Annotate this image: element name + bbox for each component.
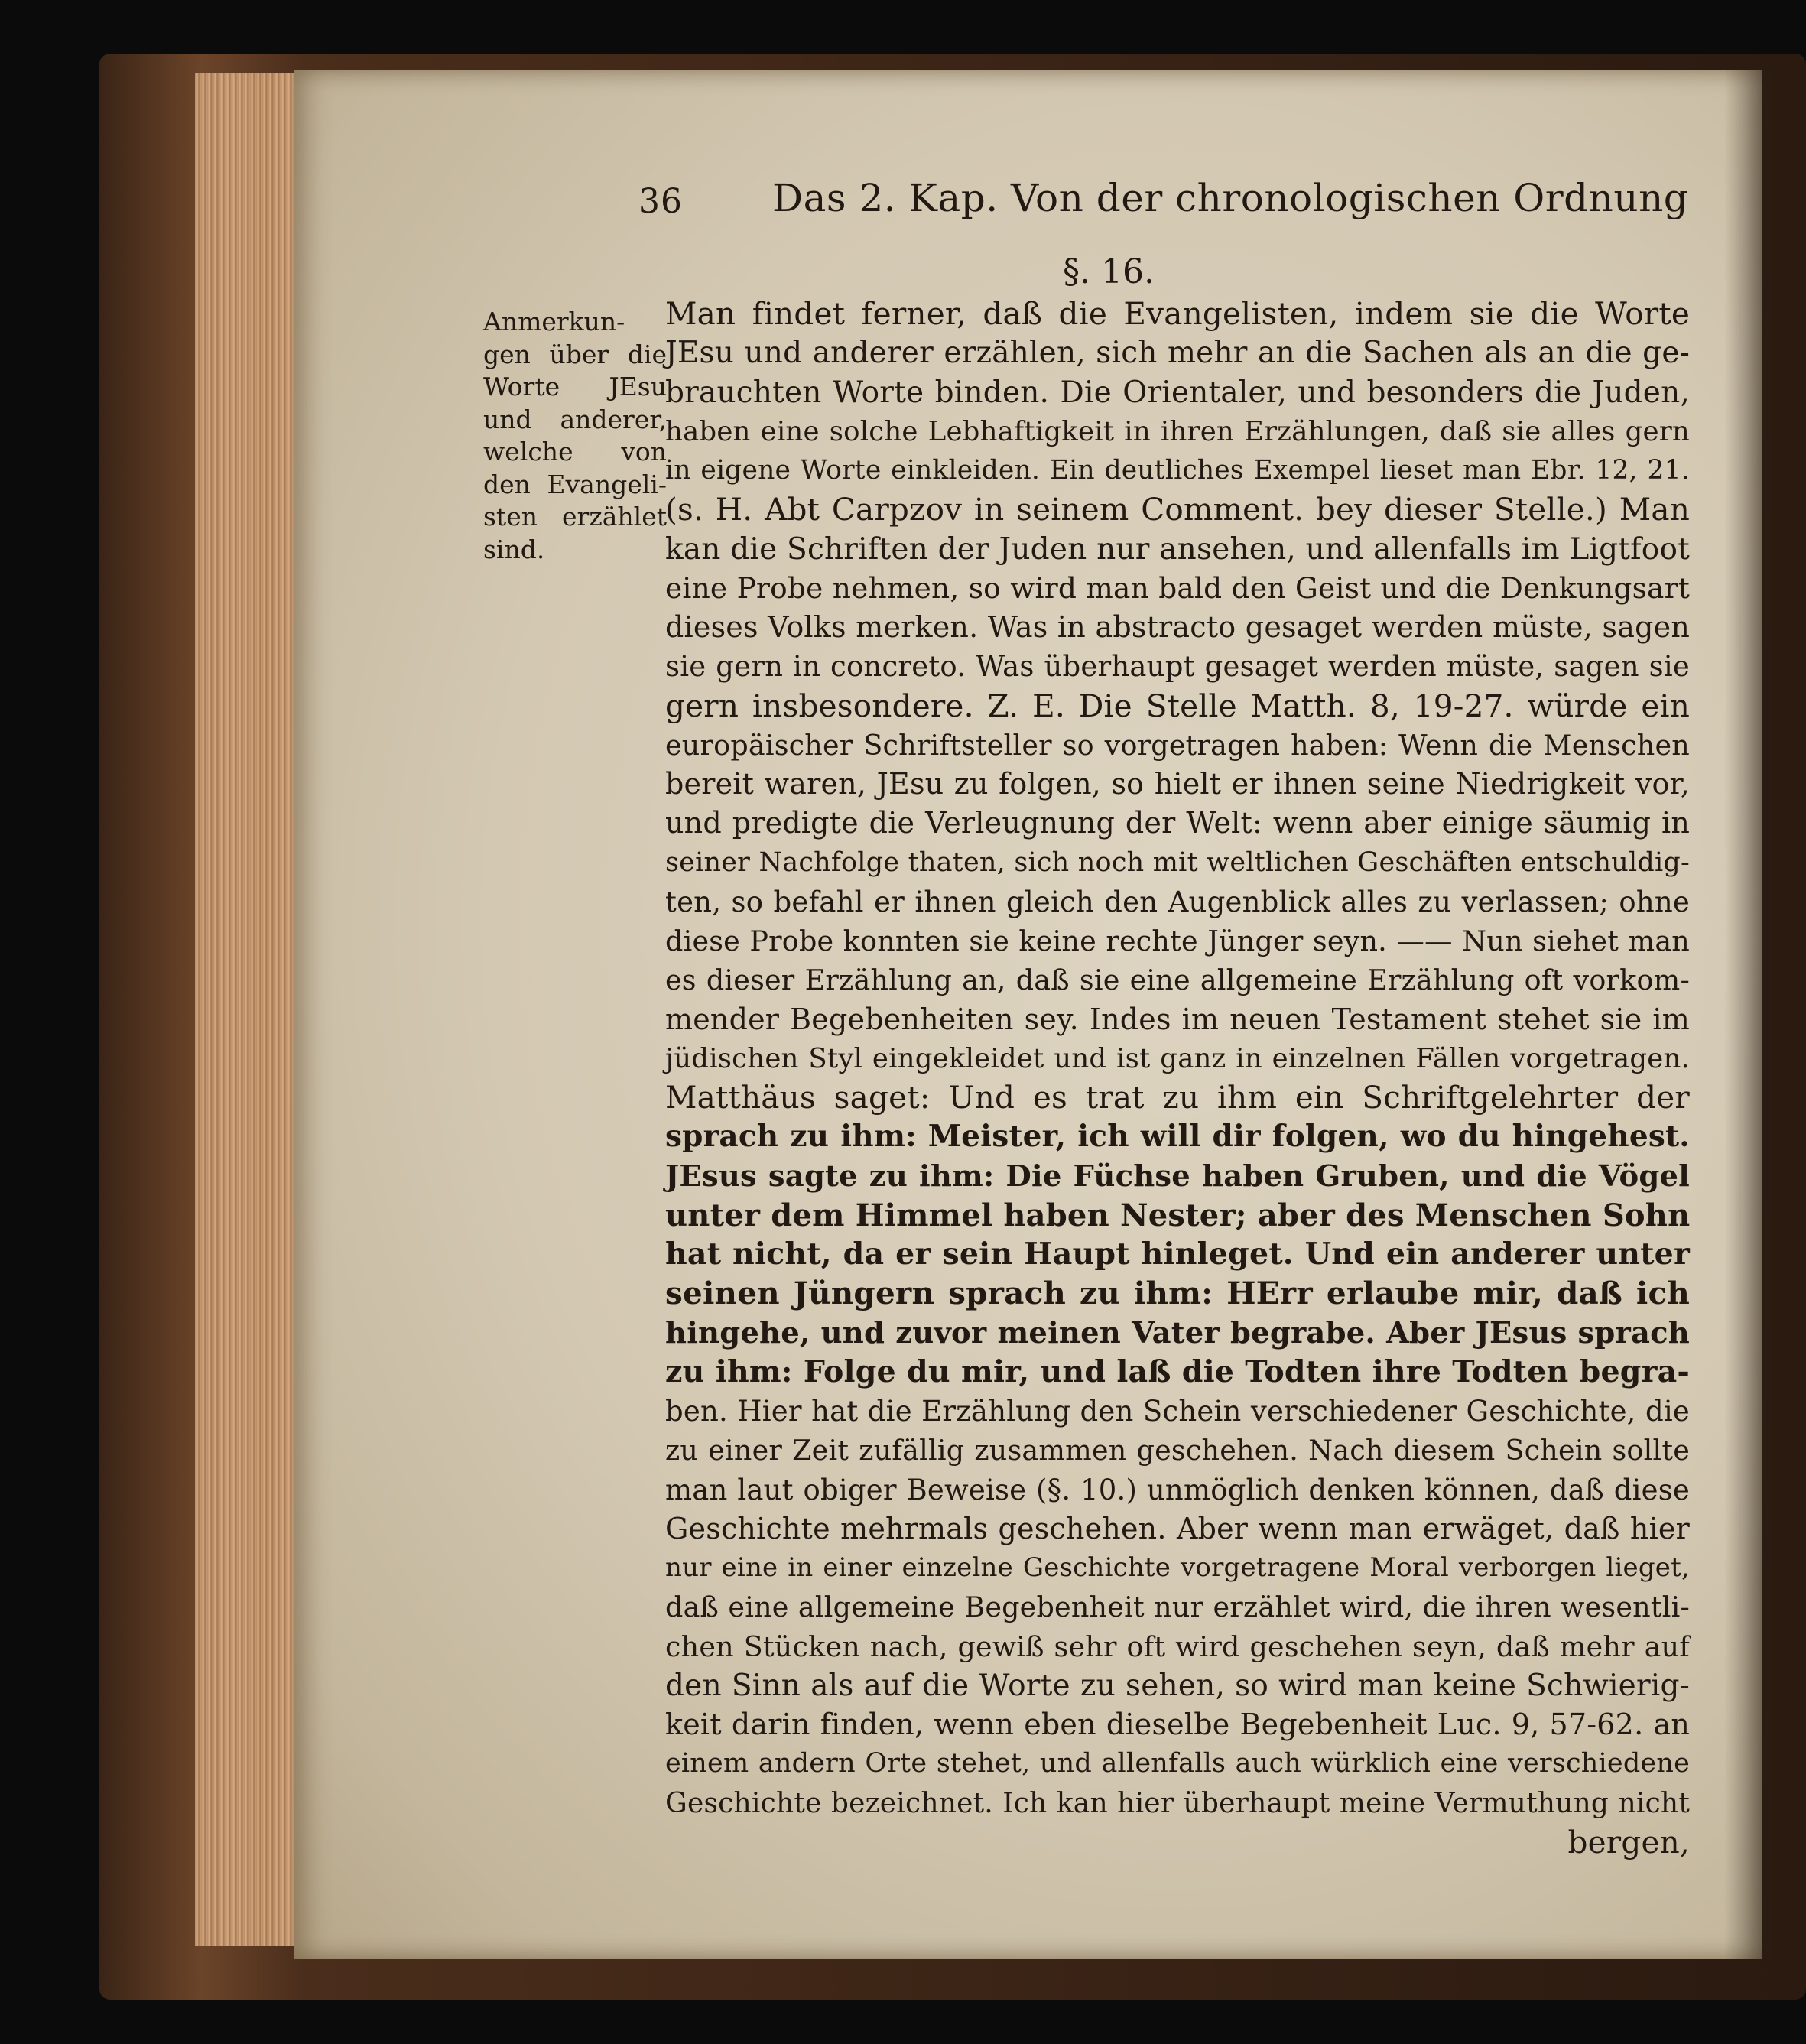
margin-note-line: sind. — [483, 534, 545, 564]
body-line: hat nicht, da er sein Haupt hinleget. Und ein anderer unter — [665, 1236, 1690, 1272]
body-line: brauchten Worte binden. Die Orientaler, und besonders die Juden, — [665, 375, 1690, 410]
body-line: Matthäus saget: Und es trat zu ihm ein Schriftgelehrter der — [665, 1079, 1690, 1116]
margin-note-line: und anderer, — [483, 404, 667, 434]
margin-note-line: den Evangeli- — [483, 469, 667, 499]
body-line: bergen, — [1567, 1823, 1690, 1860]
body-line: seinen Jüngern sprach zu ihm: HErr erlaube mir, daß ich — [665, 1275, 1690, 1312]
body-line: sprach zu ihm: Meister, ich will dir folgen, wo du hingehest. — [665, 1119, 1690, 1155]
page-gutter-shadow — [1724, 70, 1770, 1959]
page-edges — [195, 73, 310, 1946]
body-line: Geschichte bezeichnet. Ich kan hier überhaupt meine Vermuthung nicht — [665, 1787, 1690, 1819]
body-line: (s. H. Abt Carpzov in seinem Comment. bey dieser Stelle.) Man — [665, 491, 1690, 528]
body-line: ten, so befahl er ihnen gleich den Augenblick alles zu verlassen; ohne — [665, 885, 1690, 918]
body-line: eine Probe nehmen, so wird man bald den Geist und die Denkungsart — [665, 570, 1690, 605]
margin-note-line: welche von — [483, 437, 667, 466]
running-head: Das 2. Kap. Von der chronologischen Ordnung — [772, 176, 1689, 220]
body-line: haben eine solche Lebhaftigkeit in ihren Erzählungen, daß sie alles gern — [665, 415, 1690, 447]
body-line: zu einer Zeit zufällig zusammen geschehen. Nach diesem Schein sollte — [665, 1434, 1690, 1467]
body-line: ben. Hier hat die Erzählung den Schein verschiedener Geschichte, die — [665, 1395, 1690, 1428]
margin-note-line: Anmerkun- — [483, 307, 625, 336]
body-line: Geschichte mehrmals geschehen. Aber wenn man erwäget, daß hier — [665, 1511, 1690, 1545]
body-line: JEsus sagte zu ihm: Die Füchse haben Gruben, und die Vögel — [665, 1158, 1690, 1194]
body-line: keit darin finden, wenn eben dieselbe Begebenheit Luc. 9, 57-62. an — [665, 1708, 1690, 1741]
body-line: daß eine allgemeine Begebenheit nur erzählet wird, die ihren wesentli- — [665, 1591, 1690, 1624]
body-line: nur eine in einer einzelne Geschichte vorgetragene Moral verborgen lieget, — [665, 1552, 1690, 1583]
page-number: 36 — [638, 182, 683, 221]
body-line: einem andern Orte stehet, und allenfalls auch würklich eine verschiedene — [665, 1748, 1690, 1779]
body-line: kan die Schriften der Juden nur ansehen, und allenfalls im Ligtfoot — [665, 531, 1690, 567]
body-line: dieses Volks merken. Was in abstracto gesaget werden müste, sagen — [665, 610, 1690, 644]
margin-note — [483, 306, 667, 566]
margin-note-line: gen über die — [483, 339, 667, 369]
body-line: hingehe, und zuvor meinen Vater begrabe. Aber JEsus sprach — [665, 1315, 1690, 1350]
body-line: es dieser Erzählung an, daß sie eine allgemeine Erzählung oft vorkom- — [665, 964, 1690, 997]
body-line: chen Stücken nach, gewiß sehr oft wird geschehen seyn, daß mehr auf — [665, 1630, 1690, 1663]
body-line: seiner Nachfolge thaten, sich noch mit weltlichen Geschäften entschuldig- — [665, 847, 1690, 878]
body-line: jüdischen Styl eingekleidet und ist ganz in einzelnen Fällen vorgetragen. — [665, 1042, 1690, 1074]
body-line: man laut obiger Beweise (§. 10.) unmöglich denken können, daß diese — [665, 1473, 1690, 1506]
body-line: in eigene Worte einkleiden. Ein deutliches Exempel lieset man Ebr. 12, 21. — [665, 455, 1690, 486]
body-line: unter dem Himmel haben Nester; aber des Menschen Sohn — [665, 1197, 1691, 1233]
section-mark: §. 16. — [1063, 252, 1155, 291]
body-line: bereit waren, JEsu zu folgen, so hielt er ihnen seine Niedrigkeit vor, — [665, 767, 1690, 801]
body-line: diese Probe konnten sie keine rechte Jünger seyn. —— Nun siehet man — [665, 925, 1690, 957]
body-line: zu ihm: Folge du mir, und laß die Todten ihre Todten begra- — [665, 1353, 1690, 1389]
margin-note-line: sten erzählet — [483, 502, 667, 531]
body-line: und predigte die Verleugnung der Welt: wenn aber einige säumig in — [665, 806, 1690, 840]
body-line: sie gern in concreto. Was überhaupt gesaget werden müste, sagen sie — [665, 650, 1690, 684]
body-line: JEsu und anderer erzählen, sich mehr an die Sachen als an die ge- — [665, 336, 1690, 371]
margin-note-line: Worte JEsu — [483, 372, 667, 401]
body-line: mender Begebenheiten sey. Indes im neuen Testament stehet sie im — [665, 1002, 1690, 1036]
body-line: Man findet ferner, daß die Evangelisten, indem sie die Worte — [665, 295, 1690, 332]
body-line: gern insbesondere. Z. E. Die Stelle Matth. 8, 19-27. würde ein — [665, 687, 1690, 724]
body-text — [665, 294, 1690, 1862]
body-line: den Sinn als auf die Worte zu sehen, so wird man keine Schwierig- — [665, 1668, 1690, 1703]
body-line: europäischer Schriftsteller so vorgetragen haben: Wenn die Menschen — [665, 728, 1690, 762]
